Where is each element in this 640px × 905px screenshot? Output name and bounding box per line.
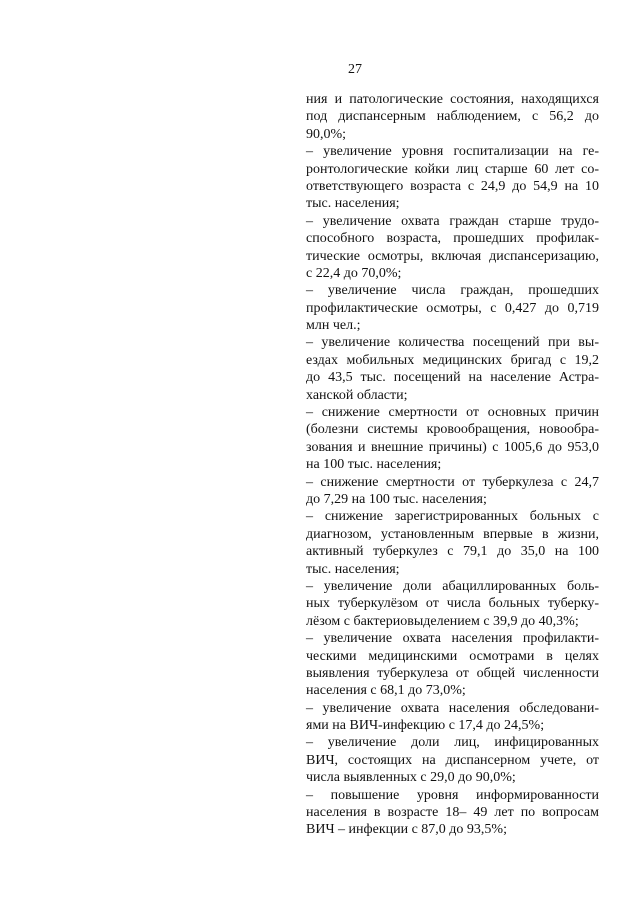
text-line: ВИЧ, состоящих на диспансерном учете, от <box>306 752 599 768</box>
page-number: 27 <box>348 62 362 77</box>
text-line: ями на ВИЧ-инфекцию с 17,4 до 24,5%; <box>306 718 545 734</box>
text-line: ответствующего возраста с 24,9 до 54,9 на 10 <box>306 178 599 194</box>
text-line: населения в возрасте 18– 49 лет по вопросам <box>306 805 599 821</box>
text-line: ния и патологические состояния, находящихся <box>306 92 599 107</box>
text-line: – увеличение уровня госпитализации на ге- <box>306 144 599 160</box>
text-line: с 22,4 до 70,0%; <box>306 265 402 281</box>
text-line: зования и внешние причины) с 1005,6 до 953,0 <box>306 439 599 455</box>
text-line: диагнозом, установленным впервые в жизни, <box>306 526 599 542</box>
text-line: ВИЧ – инфекции с 87,0 до 93,5%; <box>306 822 507 838</box>
text-line: млн чел.; <box>306 318 361 334</box>
text-line: ездах мобильных медицинских бригад с 19,2 <box>306 352 599 368</box>
text-line: – увеличение числа граждан, прошедших <box>306 283 599 299</box>
text-line: – увеличение количества посещений при вы- <box>306 335 599 351</box>
text-line: тыс. населения; <box>306 561 400 577</box>
text-column <box>306 91 599 839</box>
text-line: под диспансерным наблюдением, с 56,2 до <box>306 109 599 125</box>
text-line: населения с 68,1 до 73,0%; <box>306 683 466 699</box>
text-line: ханской области; <box>306 387 408 403</box>
text-line: 90,0%; <box>306 126 347 142</box>
text-line: – увеличение доли абациллированных боль- <box>306 578 599 594</box>
text-line: профилактические осмотры, с 0,427 до 0,719 <box>306 300 599 316</box>
text-line: тические осмотры, включая диспансеризацию, <box>306 248 599 264</box>
text-line: – снижение смертности от основных причин <box>306 405 599 421</box>
text-line: – снижение смертности от туберкулеза с 24,7 <box>306 474 599 490</box>
text-line: числа выявленных с 29,0 до 90,0%; <box>306 770 516 786</box>
text-line: – увеличение доли лиц, инфицированных <box>306 735 599 751</box>
text-line: выявления туберкулеза от общей численности <box>306 665 599 681</box>
text-line: ных туберкулёзом от числа больных туберку- <box>306 596 599 612</box>
text-line: до 43,5 тыс. посещений на население Астра- <box>306 370 599 386</box>
text-line: – увеличение охвата населения обследовани- <box>306 700 599 716</box>
text-line: активный туберкулез с 79,1 до 35,0 на 100 <box>306 544 599 560</box>
text-line: лёзом с бактериовыделением с 39,9 до 40,3%; <box>306 613 579 629</box>
text-line: ческими медицинскими осмотрами в целях <box>306 648 599 664</box>
text-line: ронтологические койки лиц старше 60 лет со- <box>306 161 599 177</box>
text-line: – повышение уровня информированности <box>306 787 599 803</box>
text-line: – снижение зарегистрированных больных с <box>306 509 599 525</box>
text-line: – увеличение охвата населения профилакти- <box>306 631 599 647</box>
text-line: до 7,29 на 100 тыс. населения; <box>306 491 487 507</box>
text-line: тыс. населения; <box>306 196 400 212</box>
text-line: способного возраста, прошедших профилак- <box>306 231 599 247</box>
text-line: на 100 тыс. населения; <box>306 457 442 473</box>
text-line: – увеличение охвата граждан старше трудо- <box>306 213 599 229</box>
text-line: (болезни системы кровообращения, новообра- <box>306 422 599 438</box>
